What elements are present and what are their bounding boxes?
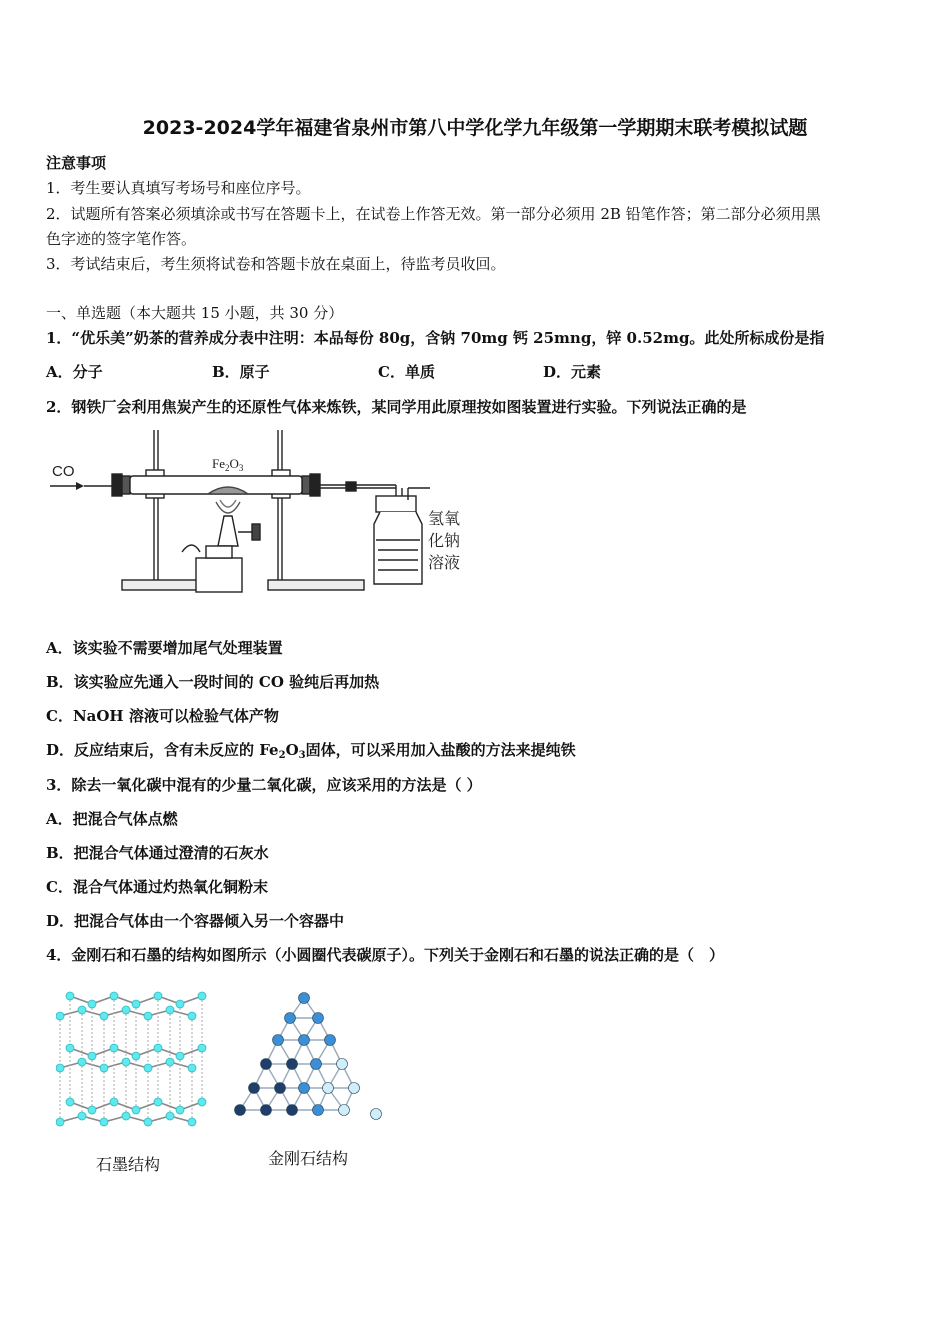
notice-heading: 注意事项 xyxy=(46,154,107,172)
fe2o3-label: $Fe_2O_3$ xyxy=(212,456,244,473)
graphite-structure-figure xyxy=(56,984,216,1134)
q1-option-d[interactable]: D．元素 xyxy=(543,363,602,381)
naoh-label-line: 氢氧 xyxy=(428,509,461,528)
q1-option-b[interactable]: B．原子 xyxy=(212,363,270,381)
diamond-structure-figure xyxy=(226,988,391,1128)
q1-stem: 1．“优乐美”奶茶的营养成分表中注明：本品每份 80g，含钠 70mg 钙 25mng，锌 0.52mg。此处所标成份是指 xyxy=(46,329,825,347)
section-heading: 一、单选题（本大题共 15 小题，共 30 分） xyxy=(46,304,344,322)
graphite-label: 石墨结构 xyxy=(96,1155,161,1174)
diamond-label: 金刚石结构 xyxy=(268,1149,349,1168)
q4-stem: 4．金刚石和石墨的结构如图所示（小圆圈代表碳原子）。下列关于金刚石和石墨的说法正确的是（ ） xyxy=(46,946,724,964)
q2-option-b[interactable]: B．该实验应先通入一段时间的 CO 验纯后再加热 xyxy=(46,673,380,691)
co-label: CO xyxy=(52,463,75,480)
q3-stem: 3．除去一氧化碳中混有的少量二氧化碳，应该采用的方法是（ ） xyxy=(46,776,482,794)
notice-item: 2．试题所有答案必须填涂或书写在答题卡上，在试卷上作答无效。第一部分必须用 2B 铅笔作答；第二部分必须用黑 xyxy=(46,205,821,223)
q1-option-c[interactable]: C．单质 xyxy=(378,363,435,381)
q1-option-a[interactable]: A．分子 xyxy=(46,363,103,381)
co-reduction-apparatus-figure xyxy=(50,428,480,600)
notice-item: 1．考生要认真填写考场号和座位序号。 xyxy=(46,179,311,197)
q2-option-d[interactable]: D．反应结束后，含有未反应的 $Fe_2O_3$固体，可以采用加入盐酸的方法来提纯铁 xyxy=(46,741,576,761)
burner-base xyxy=(196,558,242,592)
q2-option-a[interactable]: A．该实验不需要增加尾气处理装置 xyxy=(46,639,283,657)
naoh-label-line: 溶液 xyxy=(428,553,461,572)
q3-option-a[interactable]: A．把混合气体点燃 xyxy=(46,810,178,828)
q3-option-d[interactable]: D．把混合气体由一个容器倾入另一个容器中 xyxy=(46,912,345,930)
q2-stem: 2．钢铁厂会利用焦炭产生的还原性气体来炼铁，某同学用此原理按如图装置进行实验。下列说法正确的是 xyxy=(46,398,747,416)
stand-base-right xyxy=(268,580,364,590)
notice-item: 色字迹的签字笔作答。 xyxy=(46,230,197,248)
exam-title: 2023-2024学年福建省泉州市第八中学化学九年级第一学期期末联考模拟试题 xyxy=(142,117,808,139)
q3-option-b[interactable]: B．把混合气体通过澄清的石灰水 xyxy=(46,844,269,862)
q3-option-c[interactable]: C．混合气体通过灼热氧化铜粉末 xyxy=(46,878,268,896)
naoh-label-line: 化钠 xyxy=(428,531,461,550)
notice-item: 3．考试结束后，考生须将试卷和答题卡放在桌面上，待监考员收回。 xyxy=(46,255,506,273)
q2-option-c[interactable]: C．NaOH 溶液可以检验气体产物 xyxy=(46,707,279,725)
